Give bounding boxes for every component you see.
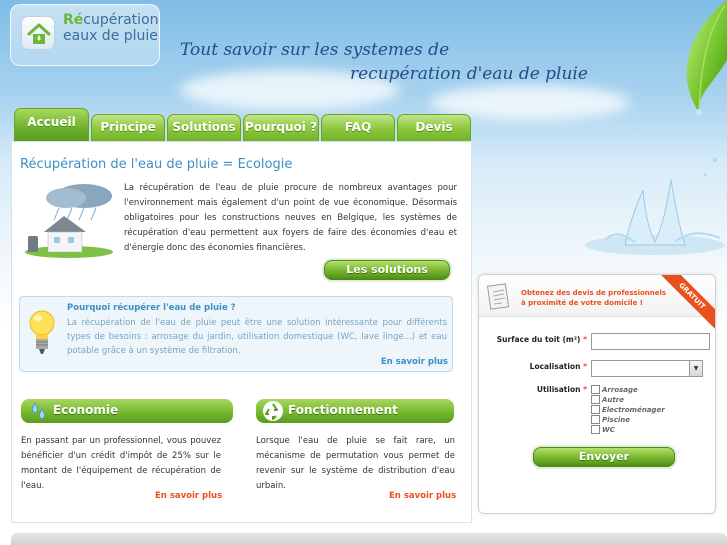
house-drop-icon	[21, 16, 55, 50]
lightbulb-icon	[28, 307, 56, 359]
option-arrosage[interactable]: Arrosage	[591, 385, 638, 395]
rain-house-icon	[24, 180, 114, 258]
localisation-select[interactable]	[591, 360, 703, 377]
main-content	[11, 141, 472, 523]
checkbox[interactable]	[591, 425, 600, 434]
footer-bar	[11, 533, 727, 545]
why-more-link[interactable]: En savoir plus	[380, 357, 448, 367]
option-piscine[interactable]: Piscine	[591, 415, 630, 425]
document-icon	[485, 281, 513, 311]
checkbox[interactable]	[591, 385, 600, 394]
tab-principe[interactable]: Principe	[91, 114, 165, 142]
water-splash-icon	[545, 150, 727, 260]
intro-text: La récupération de l'eau de pluie procure de nombreux avantages pour l'environnement mais également d'un point de vue économique. Désormais obligatoires pour les constructions neuves en Belgique, les systèmes de récupération d'eau permettent aux foyers de faire des économies d'eau et d'énergie donc des économies financières.	[124, 183, 457, 253]
tab-accueil[interactable]: Accueil	[14, 108, 89, 142]
surface-input[interactable]	[591, 333, 710, 350]
quote-form	[478, 274, 716, 514]
form-header	[479, 275, 715, 317]
fonctionnement-more-link[interactable]: En savoir plus	[389, 491, 457, 501]
water-drops-icon	[27, 400, 49, 422]
tab-devis[interactable]: Devis	[397, 114, 471, 142]
tab-faq[interactable]: FAQ	[321, 114, 395, 142]
page-title: Récupération de l'eau de pluie = Ecologie	[20, 157, 293, 172]
fonctionnement-heading: Fonctionnement	[256, 399, 454, 423]
why-title: Pourquoi récupérer l'eau de pluie ?	[67, 303, 236, 313]
tab-pourquoi[interactable]: Pourquoi ?	[243, 114, 319, 142]
option-electromenager[interactable]: Electroménager	[591, 405, 665, 415]
solutions-button[interactable]: Les solutions	[324, 260, 450, 280]
checkbox[interactable]	[591, 395, 600, 404]
economie-more-link[interactable]: En savoir plus	[155, 491, 223, 501]
recycle-icon	[262, 400, 284, 422]
tab-solutions[interactable]: Solutions	[167, 114, 241, 142]
surface-label: Surface du toit (m²) *	[496, 335, 587, 344]
localisation-label: Localisation *	[529, 362, 587, 371]
checkbox[interactable]	[591, 405, 600, 414]
form-header-text: Obtenez des devis de professionnels à proximité de votre domicile !	[521, 289, 667, 307]
fonctionnement-text: Lorsque l'eau de pluie se fait rare, un mécanisme de permutation vous permet de revenir sur le système de distribution d'eau urbain.	[256, 436, 455, 491]
option-autre[interactable]: Autre	[591, 395, 624, 405]
leaf-icon	[637, 0, 727, 115]
site-tagline: Tout savoir sur les systemes de recupération d'eau de pluie	[180, 40, 588, 84]
submit-button[interactable]: Envoyer	[533, 447, 675, 467]
economie-text: En passant par un professionnel, vous pouvez bénéficier d'un crédit d'impôt de 25% sur le montant de l'équipement de récupération de l'eau.	[21, 436, 221, 491]
free-ribbon: GRATUIT	[655, 274, 716, 333]
site-logo[interactable]	[10, 4, 160, 66]
chevron-down-icon[interactable]: ▼	[689, 361, 702, 376]
checkbox[interactable]	[591, 415, 600, 424]
why-text: La récupération de l'eau de pluie peut être une solution intéressante pour différents types de besoins : arrosage du jardin, utilisation domestique (WC, lave linge...) et eau potable grâce à un système de filtration.	[67, 318, 447, 356]
logo-text: Récupération eaux de pluie	[63, 12, 159, 44]
option-wc[interactable]: WC	[591, 425, 615, 435]
why-box	[19, 296, 453, 372]
economie-heading: Economie	[21, 399, 233, 423]
utilisation-label: Utilisation *	[536, 385, 587, 394]
